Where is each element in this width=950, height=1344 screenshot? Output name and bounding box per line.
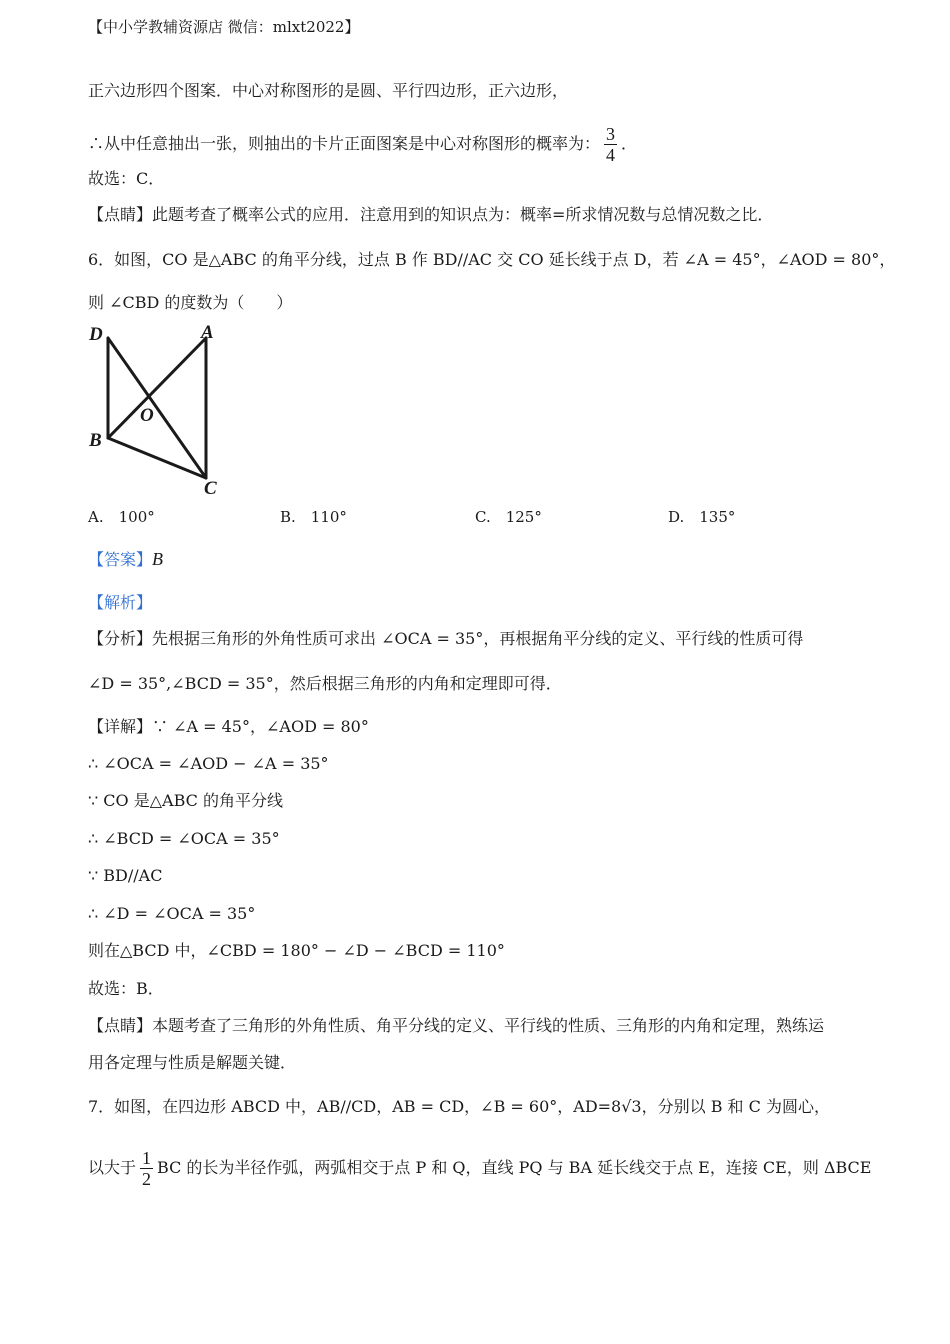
option-b: B. 110° (280, 508, 347, 526)
q6-stem-line-2: 则 ∠CBD 的度数为（ ） (88, 293, 293, 312)
answer-label: 【答案】 (88, 550, 153, 569)
q7-stem-line-2 (88, 1148, 871, 1189)
option-c: C. 125° (475, 508, 542, 526)
option-a: A. 100° (88, 508, 155, 526)
label-c: C (204, 478, 217, 499)
segment-ab (108, 338, 206, 438)
half-numerator: 1 (142, 1148, 152, 1168)
fraction-numerator: 3 (606, 124, 616, 144)
q7-line2-suffix: BC 的长为半径作弧，两弧相交于点 P 和 Q，直线 PQ 与 BA 延长线交于点 E，连接 CE，则 ΔBCE (157, 1158, 872, 1177)
probability-text: ∴从中任意抽出一张，则抽出的卡片正面图案是中心对称图形的概率为： (88, 134, 601, 153)
prev-solution-line-2 (88, 124, 637, 165)
answer-value: B (152, 549, 164, 569)
dianjing-line-2: 用各定理与性质是解题关键． (88, 1053, 297, 1072)
half-denominator: 2 (142, 1169, 152, 1189)
q6-triangle-figure (86, 318, 236, 502)
fraction-denominator: 4 (606, 145, 616, 165)
prev-choice-line: 故选：C． (88, 169, 165, 188)
fenxi-line-2: ∠D = 35°,∠BCD = 35°，然后根据三角形的内角和定理即可得． (88, 674, 562, 693)
prev-dianjing-line: 【点睛】此题考查了概率公式的应用．注意用到的知识点为：概率=所求情况数与总情况数之比． (88, 205, 774, 224)
label-o: O (140, 405, 154, 426)
q6-stem-line-1: 6．如图，CO 是△ABC 的角平分线，过点 B 作 BD//AC 交 CO 延长线于点 D，若 ∠A = 45°，∠AOD = 80°， (88, 250, 896, 269)
answer-line (88, 548, 163, 571)
half-fraction (140, 1148, 153, 1189)
fenxi-line-1: 【分析】先根据三角形的外角性质可求出 ∠OCA = 35°，再根据角平分线的定义、平行线的性质可得 (88, 629, 804, 648)
page-header: 【中小学教辅资源店 微信：mlxt2022】 (88, 18, 360, 36)
detail-step-4: ∴ ∠BCD = ∠OCA = 35° (88, 829, 280, 848)
analysis-label: 【解析】 (88, 593, 153, 612)
prev-solution-line-1: 正六边形四个图案．中心对称图形的是圆、平行四边形，正六边形， (88, 81, 569, 100)
label-d: D (89, 324, 103, 345)
label-b: B (89, 430, 102, 451)
probability-fraction (604, 124, 617, 165)
q7-line2-prefix: 以大于 (88, 1158, 137, 1177)
detail-step-6: ∴ ∠D = ∠OCA = 35° (88, 904, 256, 923)
label-a: A (201, 322, 214, 343)
detail-step-5: ∵ BD//AC (88, 866, 163, 885)
detail-choice: 故选：B． (88, 979, 164, 998)
option-d: D. 135° (668, 508, 736, 526)
detail-step-7: 则在△BCD 中，∠CBD = 180° − ∠D − ∠BCD = 110° (88, 941, 505, 960)
dianjing-line-1: 【点睛】本题考查了三角形的外角性质、角平分线的定义、平行线的性质、三角形的内角和定理，熟练运 (88, 1016, 825, 1035)
sentence-end: ． (621, 134, 638, 153)
q7-stem-line-1: 7．如图，在四边形 ABCD 中，AB//CD，AB = CD，∠B = 60°，AD=8√3，分别以 B 和 C 为圆心， (88, 1097, 830, 1116)
detail-step-3: ∵ CO 是△ABC 的角平分线 (88, 791, 283, 810)
detail-step-2: ∴ ∠OCA = ∠AOD − ∠A = 35° (88, 754, 329, 773)
detail-step-1: 【详解】∵ ∠A = 45°，∠AOD = 80° (88, 717, 369, 736)
